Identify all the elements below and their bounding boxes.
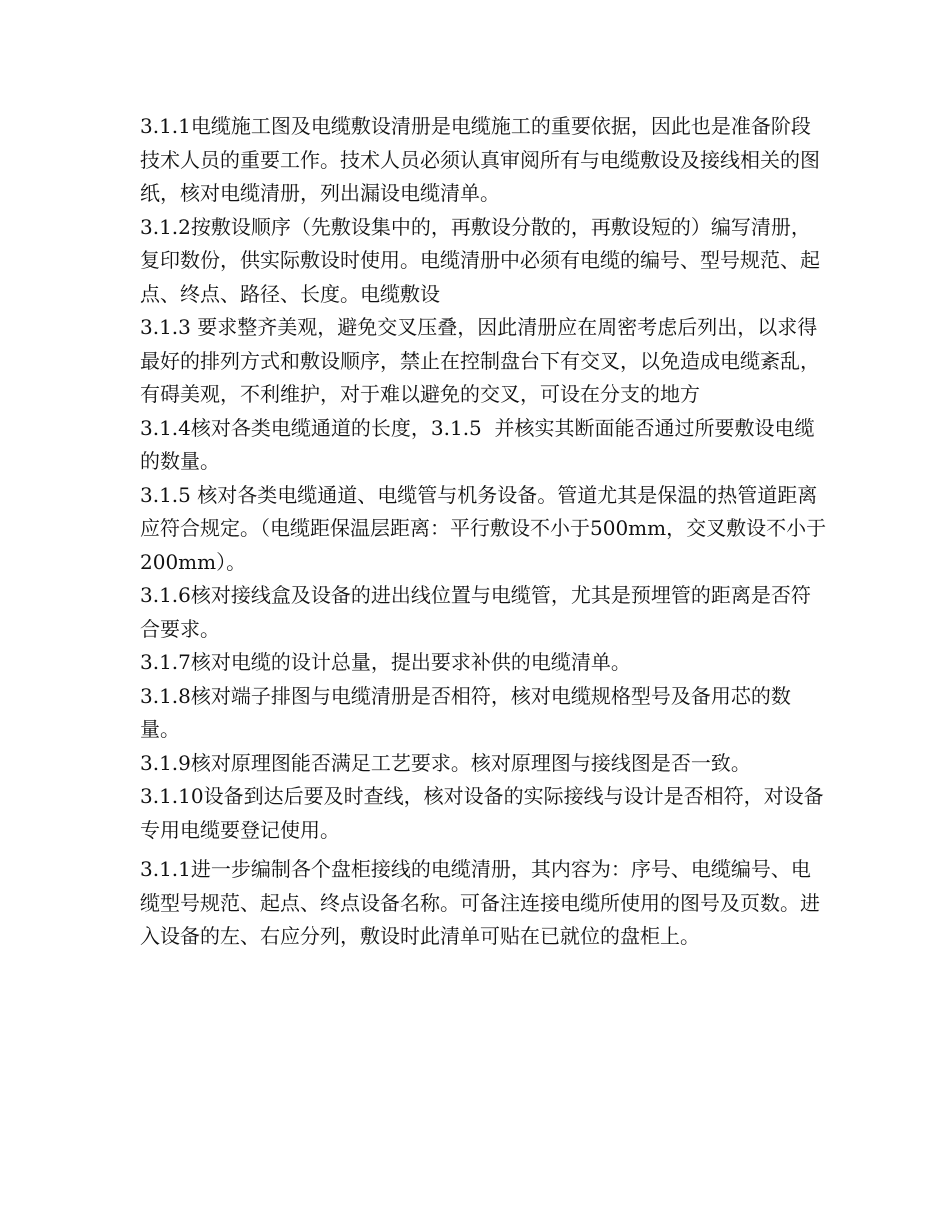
paragraph-3-1-10: 3.1.10设备到达后要及时查线，核对设备的实际接线与设计是否相符，对设备专用电缆要登记使用。 — [140, 784, 824, 842]
paragraph-3-1-6: 3.1.6核对接线盒及设备的进出线位置与电缆管，尤其是预埋管的距离是否符合要求。 — [140, 583, 811, 641]
paragraph-3-1-1-cable-list: 3.1.1进一步编制各个盘柜接线的电缆清册，其内容为：序号、电缆编号、电缆型号规范、起点、终点设备名称。可备注连接电缆所使用的图号及页数。进入设备的左、右应分列，敷设时此清单可贴在已就位的盘柜上。 — [140, 857, 820, 948]
paragraph-3-1-9: 3.1.9核对原理图能否满足工艺要求。核对原理图与接线图是否一致。 — [140, 750, 751, 775]
paragraph-3-1-4: 3.1.4核对各类电缆通道的长度，3.1.5 并核实其断面能否通过所要敷设电缆的数量。 — [140, 415, 815, 473]
paragraph-3-1-2: 3.1.2按敷设顺序（先敷设集中的，再敷设分散的，再敷设短的）编写清册，复印数份，供实际敷设时使用。电缆清册中必须有电缆的编号、型号规范、起点、终点、路径、长度。电缆敷设 — [140, 214, 820, 306]
paragraph-3-1-3: 3.1.3 要求整齐美观，避免交叉压叠，因此清册应在周密考虑后列出，以求得最好的排列方式和敷设顺序，禁止在控制盘台下有交叉，以免造成电缆紊乱，有碍美观，不利维护，对于难以避免的交叉，可设在分支的地方 — [140, 315, 820, 406]
paragraph-3-1-8: 3.1.8核对端子排图与电缆清册是否相符，核对电缆规格型号及备用芯的数量。 — [140, 683, 791, 741]
document-page — [140, 110, 830, 954]
paragraph-3-1-5: 3.1.5 核对各类电缆通道、电缆管与机务设备。管道尤其是保温的热管道距离应符合规定。（电缆距保温层距离：平行敷设不小于500mm，交叉敷设不小于200mm）。 — [140, 482, 827, 574]
paragraph-3-1-7: 3.1.7核对电缆的设计总量，提出要求补供的电缆清单。 — [140, 650, 631, 674]
paragraph-3-1-1: 3.1.1电缆施工图及电缆敷设清册是电缆施工的重要依据，因此也是准备阶段技术人员的重要工作。技术人员必须认真审阅所有与电缆敷设及接线相关的图纸，核对电缆清册，列出漏设电缆清单。 — [140, 114, 820, 205]
